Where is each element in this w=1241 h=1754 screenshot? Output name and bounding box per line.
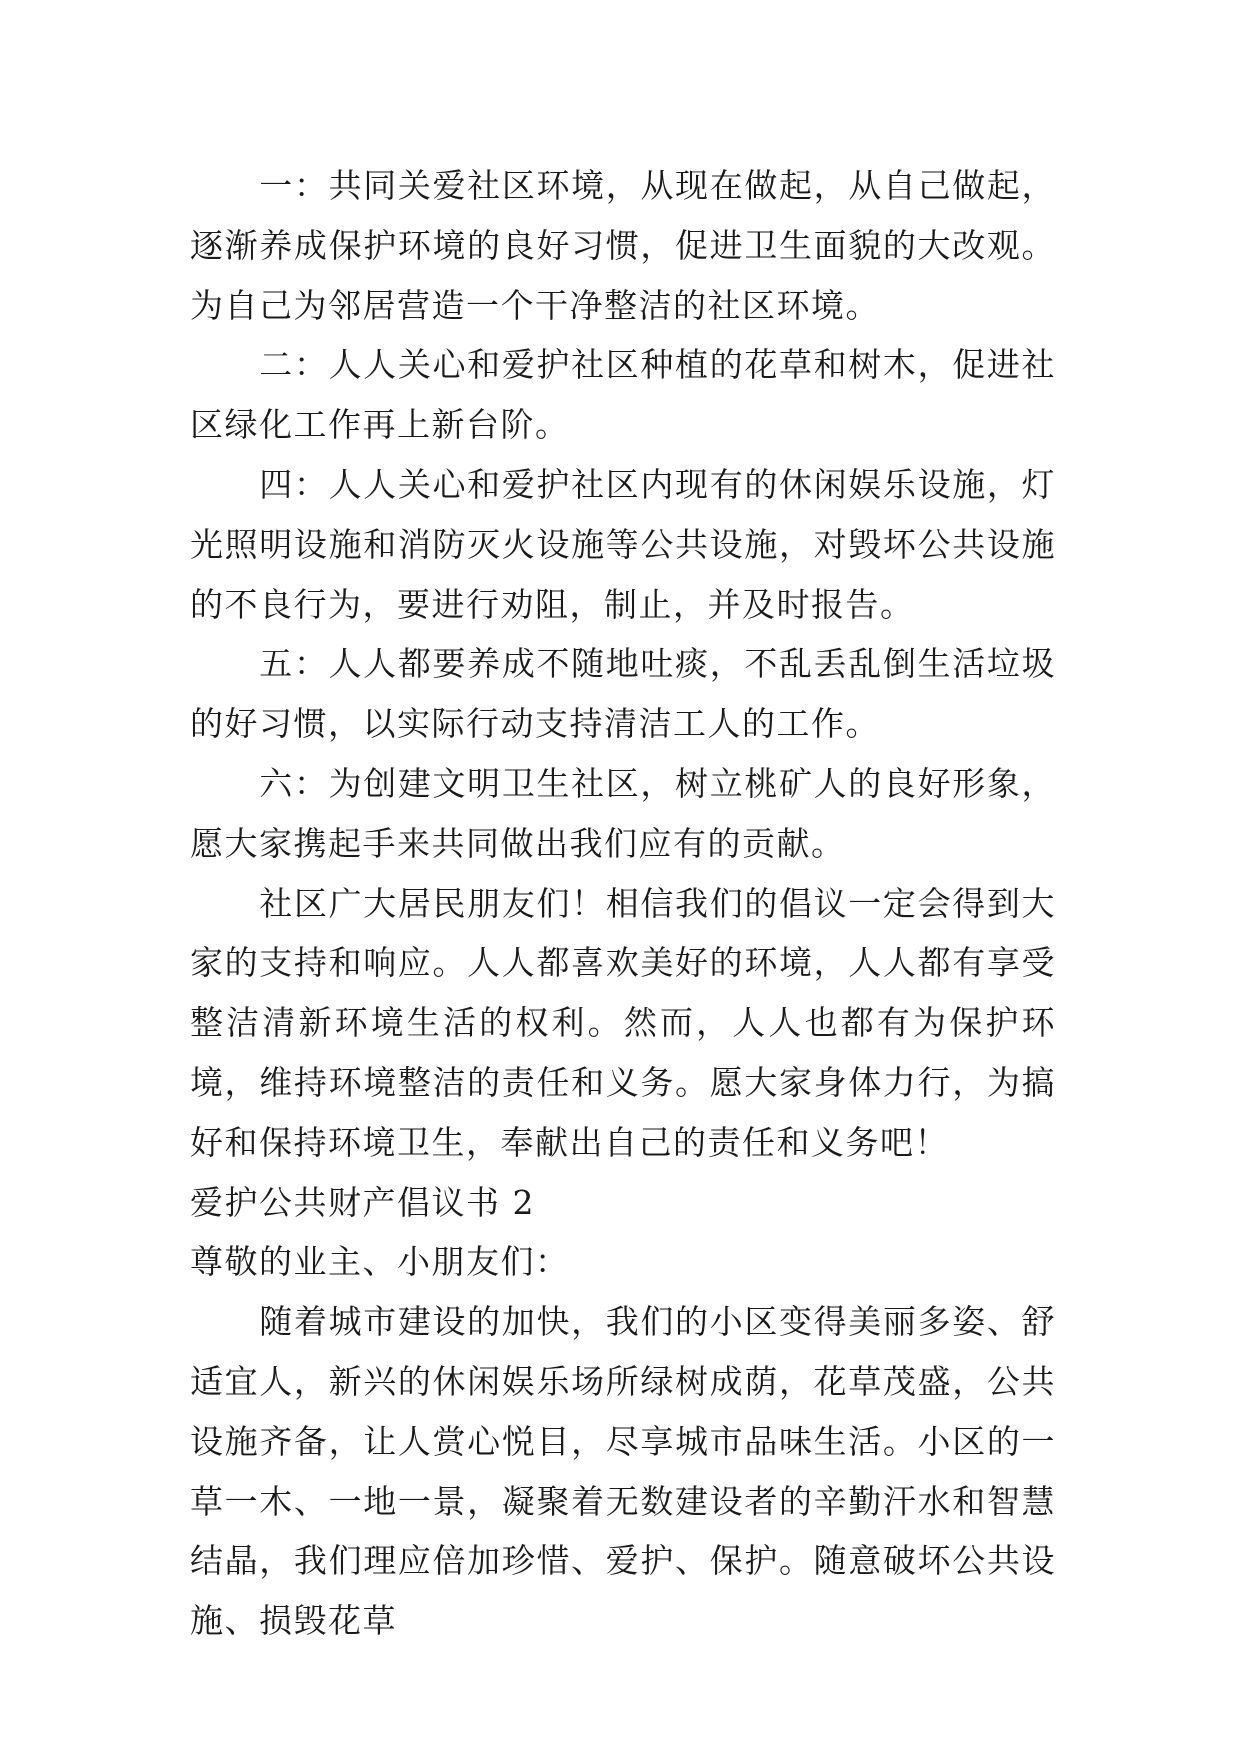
document-body — [190, 156, 1056, 1651]
paragraph-item-5: 五：人人都要养成不随地吐痰，不乱丢乱倒生活垃圾的好习惯，以实际行动支持清洁工人的工作。 — [190, 644, 1056, 744]
section-heading: 爱护公共财产倡议书 2 — [190, 1182, 535, 1222]
paragraph-item-2: 二：人人关心和爱护社区种植的花草和树木，促进社区绿化工作再上新台阶。 — [190, 345, 1056, 445]
body-paragraph: 随着城市建设的加快，我们的小区变得美丽多姿、舒适宜人，新兴的休闲娱乐场所绿树成荫，花草茂盛，公共设施齐备，让人赏心悦目，尽享城市品味生活。小区的一草一木、一地一景，凝聚着无数建设者的辛勤汗水和智慧结晶，我们理应倍加珍惜、爱护、保护。随意破坏公共设施、损毁花草 — [190, 1302, 1056, 1641]
salutation: 尊敬的业主、小朋友们： — [190, 1242, 570, 1282]
paragraph-item-1: 一：共同关爱社区环境，从现在做起，从自己做起，逐渐养成保护环境的良好习惯，促进卫生面貌的大改观。为自己为邻居营造一个干净整洁的社区环境。 — [190, 166, 1056, 325]
closing-paragraph: 社区广大居民朋友们！相信我们的倡议一定会得到大家的支持和响应。人人都喜欢美好的环境，人人都有享受整洁清新环境生活的权利。然而，人人也都有为保护环境，维持环境整洁的责任和义务。愿大家身体力行，为搞好和保持环境卫生，奉献出自己的责任和义务吧！ — [190, 883, 1056, 1162]
paragraph-item-4: 四：人人关心和爱护社区内现有的休闲娱乐设施，灯光照明设施和消防灭火设施等公共设施，对毁坏公共设施的不良行为，要进行劝阻，制止，并及时报告。 — [190, 464, 1056, 624]
paragraph-item-6: 六：为创建文明卫生社区，树立桃矿人的良好形象，愿大家携起手来共同做出我们应有的贡献。 — [190, 763, 1056, 863]
